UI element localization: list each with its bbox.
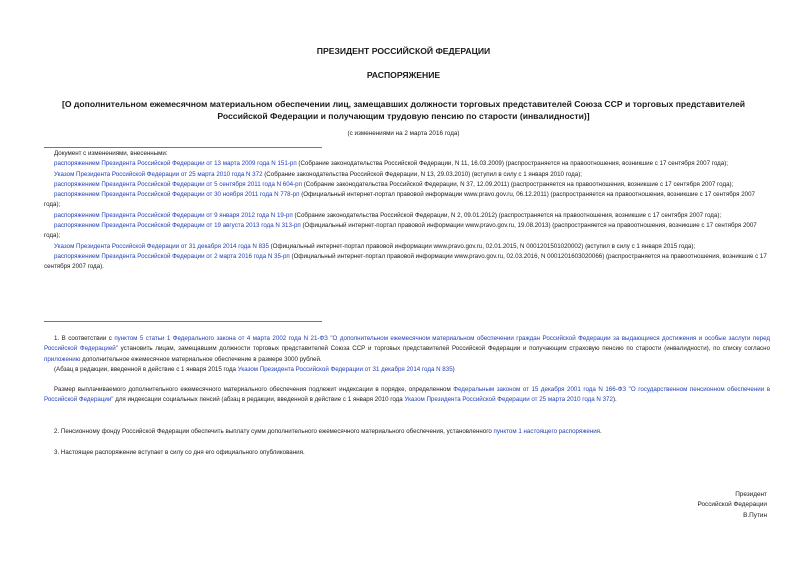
amendment-item xyxy=(44,159,770,169)
law-link[interactable]: пунктом 5 статьи 1 Федерального закона от 4 марта 2002 года N 21-ФЗ "О дополнительном ежемесячном материальном обеспечении граждан Российской Федерации за выдающиеся достижения и особые заслуги перед Российской Федерацией" xyxy=(44,335,770,353)
signature-block xyxy=(698,490,768,521)
amendment-link[interactable]: распоряжением Президента Российской Федерации от 30 ноября 2011 года N 778-рп xyxy=(54,191,300,199)
document-title: [О дополнительном ежемесячном материальном обеспечении лиц, замещавших должности торговых представителей Союза ССР и торговых представителей Российской Федерации и получающим трудовую пенсию по старости (инвалидности)] xyxy=(61,99,746,121)
divider-top xyxy=(44,147,322,148)
amendment-link[interactable]: распоряжением Президента Российской Федерации от 5 сентября 2011 года N 604-рп xyxy=(54,180,302,188)
amendments-intro: Документ с изменениями, внесенными: xyxy=(54,150,168,157)
paragraph-2 xyxy=(44,427,770,437)
issuer-heading: ПРЕЗИДЕНТ РОССИЙСКОЙ ФЕДЕРАЦИИ xyxy=(316,46,491,56)
amendment-details: (Официальный интернет-портал правовой информации www.pravo.gov.ru, 06.12.2011) (распространяется на правоотношения, возникшие с 17 сентября 2007 года); xyxy=(44,191,755,209)
amendment-item xyxy=(44,242,770,252)
amendment-details: (Собрание законодательства Российской Федерации, N 13, 29.03.2010) (вступил в силу с 1 января 2010 года); xyxy=(262,170,582,178)
document-type-heading: РАСПОРЯЖЕНИЕ xyxy=(366,70,441,80)
amendment-link[interactable]: распоряжением Президента Российской Федерации от 13 марта 2009 года N 151-рп xyxy=(54,160,297,168)
paragraph-1-text xyxy=(44,334,770,365)
text-run: ). xyxy=(612,396,617,404)
amendment-details: (Официальный интернет-портал правовой информации www.pravo.gov.ru, 02.03.2016, N 0001201603020066) (распространяется на правоотношения, возникшие с 17 сентября 2007 года). xyxy=(44,252,767,271)
divider-bottom xyxy=(44,321,322,322)
text-run: установить лицам, замещавшим должности торговых представителей Союза ССР и торговых представителей Российской Федерации и получающим страховую пенсию по старости (инвалидности), по списку согласно xyxy=(117,345,771,353)
amendment-link[interactable]: распоряжением Президента Российской Федерации от 2 марта 2016 года N 35-рп xyxy=(54,252,290,260)
amendment-item xyxy=(44,221,770,242)
signature-country: Российской Федерации xyxy=(697,501,767,509)
amendment-item xyxy=(44,180,770,190)
amendment-details: (Официальный интернет-портал правовой информации www.pravo.gov.ru, 02.01.2015, N 0001201501020002) (вступил в силу с 1 января 2015 года); xyxy=(268,242,696,250)
amendment-link[interactable]: распоряжением Президента Российской Федерации от 9 января 2012 года N 19-рп xyxy=(54,211,293,219)
amendment-details: (Собрание законодательства Российской Федерации, N 37, 12.09.2011) (распространяется на правоотношения, возникшие с 17 сентября 2007 года); xyxy=(301,180,734,188)
amendment-item xyxy=(44,211,770,221)
text-run: дополнительное ежемесячное материальное обеспечение в размере 3000 рублей. xyxy=(80,355,322,363)
amendment-details: (Официальный интернет-портал правовой информации www.pravo.gov.ru, 19.08.2013) (распространяется на правоотношения, возникшие с 17 сентября 2007 года); xyxy=(44,222,757,240)
amendments-list xyxy=(44,149,770,273)
text-run: 2. Пенсионному фонду Российской Федерации обеспечить выплату сумм дополнительного ежемесячного материального обеспечения, установленного xyxy=(54,428,494,435)
amendment-item xyxy=(44,252,770,273)
clause-link[interactable]: пунктом 1 настоящего распоряжения xyxy=(493,428,601,435)
signature-title: Президент xyxy=(735,491,767,498)
paragraph-indexation-text xyxy=(44,385,770,406)
paragraph-indexation xyxy=(44,385,770,406)
amendment-link[interactable]: Указом Президента Российской Федерации от 25 марта 2010 года N 372 xyxy=(54,170,263,178)
text-run: (Абзац в редакции, введенной в действие с 1 января 2015 года xyxy=(54,366,238,374)
paragraph-3-text: 3. Настоящее распоряжение вступает в силу со дня его официального опубликования. xyxy=(54,449,305,456)
text-run: . xyxy=(600,428,602,435)
decree-link[interactable]: Указом Президента Российской Федерации от 31 декабря 2014 года N 835 xyxy=(237,366,453,374)
paragraph-1 xyxy=(44,334,770,376)
decree-link[interactable]: Указом Президента Российской Федерации от 25 марта 2010 года N 372 xyxy=(404,396,613,404)
paragraph-2-text xyxy=(44,427,770,437)
paragraph-3 xyxy=(44,448,770,458)
text-run: Размер выплачиваемого дополнительного ежемесячного материального обеспечения подлежит индексации в порядке, определенном xyxy=(54,386,454,393)
appendix-link[interactable]: приложению xyxy=(44,355,81,363)
amendment-details: (Собрание законодательства Российской Федерации, N 11, 16.03.2009) (распространяется на правоотношения, возникшие с 17 сентября 2007 года); xyxy=(296,160,729,168)
amendment-details: (Собрание законодательства Российской Федерации, N 2, 09.01.2012) (распространяется на правоотношения, возникшие с 17 сентября 2007 года); xyxy=(292,211,722,219)
paragraph-1-edit-note xyxy=(44,365,770,375)
signature-name: В.Путин xyxy=(743,511,767,519)
amendment-link[interactable]: Указом Президента Российской Федерации от 31 декабря 2014 года N 835 xyxy=(54,242,269,250)
text-run: ) xyxy=(452,366,455,374)
amendment-item xyxy=(44,190,770,211)
amendment-link[interactable]: распоряжением Президента Российской Федерации от 19 августа 2013 года N 313-рп xyxy=(54,222,301,230)
federal-law-link[interactable]: Федеральным законом от 15 декабря 2001 года N 166-ФЗ "О государственном пенсионном обеспечении в Российской Федерации" xyxy=(44,386,771,404)
amendment-item xyxy=(44,170,770,180)
amendments-note: (с изменениями на 2 марта 2016 года) xyxy=(347,130,460,137)
text-run: для индексации социальных пенсий (абзац в редакции, введенной в действие с 1 января 2010 года xyxy=(113,396,405,404)
text-run: 1. В соответствии с xyxy=(54,335,115,342)
